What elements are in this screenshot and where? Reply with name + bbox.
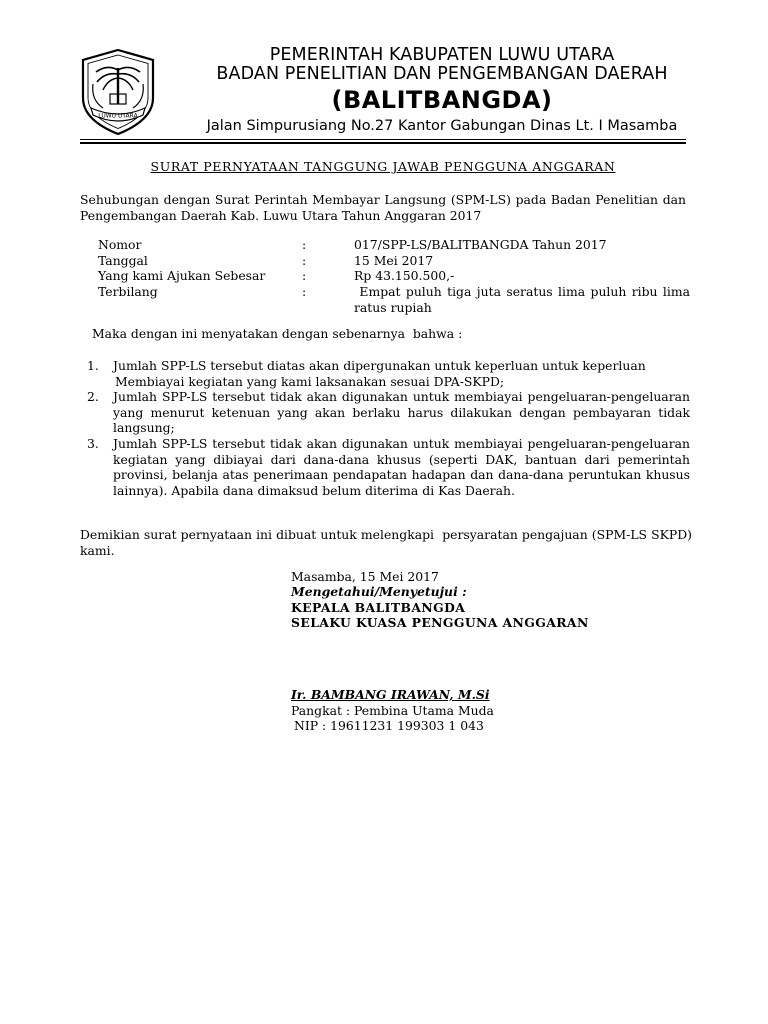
- signatory-nip: NIP : 19611231 199303 1 043: [294, 718, 484, 733]
- detail-colon: :: [302, 284, 307, 300]
- signature-position: KEPALA BALITBANGDA: [291, 600, 466, 615]
- list-item-number: 3.: [87, 435, 99, 451]
- signature-place-date: Masamba, 15 Mei 2017: [291, 569, 439, 584]
- list-item-line: Jumlah SPP-LS tersebut diatas akan dipergunakan untuk keperluan untuk keperluan: [113, 358, 646, 373]
- letterhead: [172, 46, 712, 135]
- list-item: [80, 436, 690, 498]
- intro-paragraph: Sehubungan dengan Surat Perintah Membayar Langsung (SPM-LS) pada Badan Penelitian dan Pengembangan Daerah Kab. Luwu Utara Tahun Anggaran 2017: [80, 192, 686, 223]
- detail-value: Rp 43.150.500,-: [354, 268, 455, 284]
- detail-row-nomor: [98, 237, 690, 253]
- detail-colon: :: [302, 268, 307, 284]
- detail-row-terbilang: [98, 284, 694, 315]
- signatory-rank: Pangkat : Pembina Utama Muda: [291, 703, 494, 718]
- detail-value: 017/SPP-LS/BALITBANGDA Tahun 2017: [354, 237, 607, 252]
- letterhead-government: PEMERINTAH KABUPATEN LUWU UTARA: [269, 45, 615, 65]
- list-item-text: [113, 358, 690, 389]
- signatory-name: Ir. BAMBANG IRAWAN, M.Si: [291, 687, 490, 702]
- luwu-utara-emblem-logo: [77, 48, 159, 136]
- detail-colon: :: [302, 252, 307, 268]
- details-table: [98, 237, 694, 316]
- list-item-line: Membiayai kegiatan yang kami laksanakan sesuai DPA-SKPD;: [115, 373, 505, 389]
- detail-value: Empat puluh tiga juta seratus lima puluh ribu lima ratus rupiah: [354, 284, 694, 315]
- list-item: [80, 389, 690, 436]
- list-item-text: Jumlah SPP-LS tersebut tidak akan digunakan untuk membiayai pengeluaran-pengeluaran kegiatan yang dibiayai dari dana-dana khusus (seperti DAK, bantuan dari pemerintah provinsi, belanja atas penerimaan pendapatan hadapan dan dana-dana peruntukan khusus lainnya). Apabila dana dimaksud belum diterima di Kas Daerah.: [113, 435, 690, 498]
- detail-colon: :: [302, 237, 307, 252]
- detail-label: Nomor: [98, 237, 142, 252]
- detail-label: Tanggal: [98, 252, 148, 268]
- letterhead-agency: BADAN PENELITIAN DAN PENGEMBANGAN DAERAH: [216, 64, 668, 84]
- svg-text:LUWU UTARA: LUWU UTARA: [98, 112, 138, 120]
- letterhead-rule-thin: [80, 139, 686, 140]
- closing-paragraph: Demikian surat pernyataan ini dibuat untuk melengkapi persyaratan pengajuan (SPM-LS SKPD) kami.: [80, 527, 696, 558]
- detail-label: Terbilang: [98, 284, 158, 300]
- statement-intro: Maka dengan ini menyatakan dengan sebenarnya bahwa :: [92, 326, 463, 341]
- statement-points-list: [80, 358, 690, 498]
- document-title: SURAT PERNYATAAN TANGGUNG JAWAB PENGGUNA ANGGARAN: [150, 159, 616, 174]
- letterhead-address: Jalan Simpurusiang No.27 Kantor Gabungan Dinas Lt. I Masamba: [206, 118, 678, 134]
- list-item-text: Jumlah SPP-LS tersebut tidak akan digunakan untuk membiayai pengeluaran-pengeluaran yang menurut ketenuan yang akan berlaku harus dilakukan dengan pembayaran tidak langsung;: [113, 389, 690, 436]
- list-item-number: 1.: [87, 358, 99, 373]
- letterhead-rule-thick: [80, 142, 686, 144]
- detail-label: Yang kami Ajukan Sebesar: [98, 268, 266, 284]
- detail-row-amount: [98, 268, 690, 284]
- list-item-number: 2.: [87, 389, 99, 405]
- detail-row-tanggal: [98, 253, 690, 269]
- list-item: [80, 358, 690, 389]
- detail-value: 15 Mei 2017: [354, 252, 434, 268]
- signature-acknowledgement: Mengetahui/Menyetujui :: [291, 584, 467, 599]
- letterhead-acronym: (BALITBANGDA): [331, 86, 553, 114]
- signature-position-2: SELAKU KUASA PENGGUNA ANGGARAN: [291, 615, 589, 630]
